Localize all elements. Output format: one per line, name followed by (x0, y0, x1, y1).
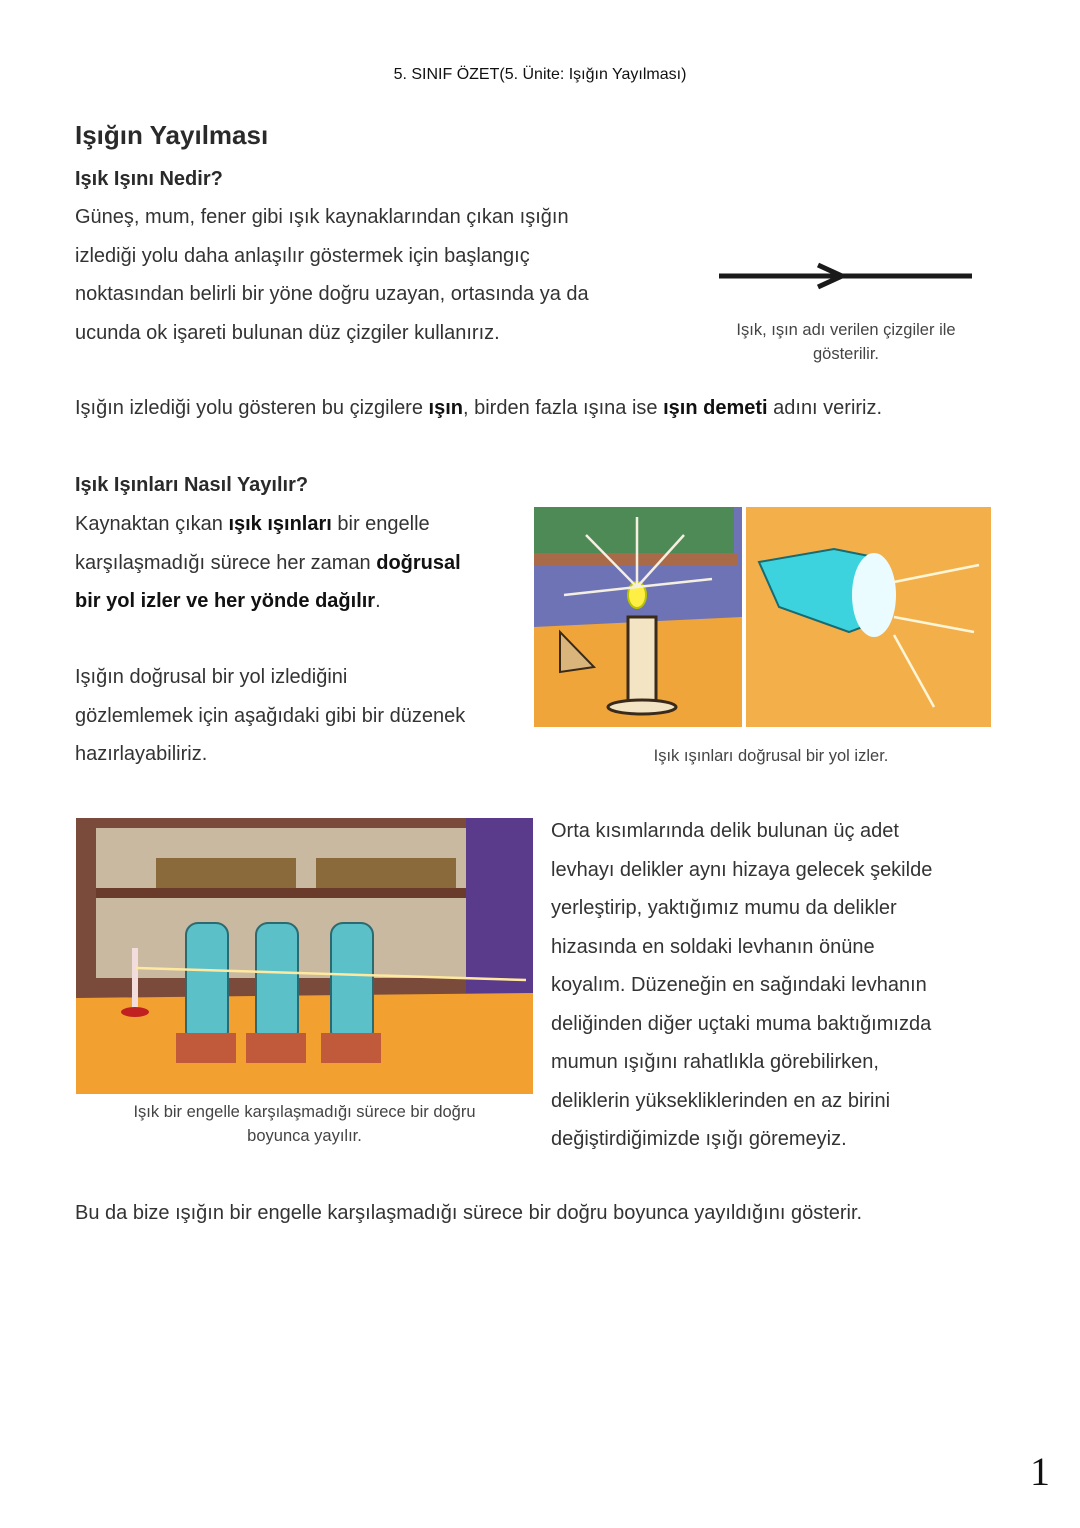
section-heading-propagation: Işık Işınları Nasıl Yayılır? (75, 474, 309, 496)
caption-line: gösterilir. (812, 345, 880, 363)
text-line: Işığın doğrusal bir yol izlediğini (75, 666, 348, 688)
text-line: deliklerin yüksekliklerinden en az birini (551, 1089, 891, 1112)
text-line: noktasından belirli bir yöne doğru uzayan, ortasında ya da (75, 283, 589, 305)
ray-definition (75, 198, 695, 352)
candle-figure-caption: Işık ışınları doğrusal bir yol izler. (653, 747, 889, 765)
bold-term: ışık ışınları (228, 513, 332, 535)
ray-figure-caption (700, 318, 992, 366)
ray-summary (75, 389, 882, 428)
text-line: hazırlayabiliriz. (75, 743, 208, 765)
bold-term: ışın (428, 397, 463, 419)
section-heading-ray: Işık Işını Nedir? (75, 168, 223, 190)
experiment-illustration (76, 818, 533, 1094)
setup-intro (75, 658, 525, 774)
conclusion: Bu da bize ışığın bir engelle karşılaşmadığı sürece bir doğru boyunca yayıldığını gösterir. (75, 1202, 863, 1224)
text-line: Güneş, mum, fener gibi ışık kaynaklarından çıkan ışığın (75, 206, 569, 228)
page-number: 1 (1030, 1449, 1050, 1494)
caption-line: Işık, ışın adı verilen çizgiler ile (736, 321, 956, 339)
ray-arrow-icon (716, 262, 976, 292)
text-line: deliğinden diğer uçtaki muma baktığımızda (551, 1012, 932, 1035)
text-line: ucunda ok işareti bulunan düz çizgiler kullanırız. (75, 321, 500, 344)
text-line: gözlemlemek için aşağıdaki gibi bir düzenek (75, 704, 466, 727)
text-line: yerleştirip, yaktığımız mumu da delikler (551, 897, 897, 919)
text: karşılaşmadığı sürece her zaman (75, 551, 377, 574)
text-line: Orta kısımlarında delik bulunan üç adet (551, 820, 899, 842)
text: adını veririz. (767, 397, 883, 419)
text: Kaynaktan çıkan (75, 513, 229, 535)
caption-line: boyunca yayılır. (247, 1127, 362, 1145)
text-line: değiştirdiğimizde ışığı göremeyiz. (551, 1128, 847, 1150)
text-line: levhayı delikler aynı hizaya gelecek şekilde (551, 858, 933, 881)
bold-term: ışın demeti (663, 397, 768, 419)
text: Işığın izlediği yolu gösteren bu çizgilere (75, 397, 429, 419)
propagation-paragraph (75, 505, 525, 621)
text: , birden fazla ışına ise (462, 397, 664, 419)
bold-term: bir yol izler ve her yönde dağılır (75, 590, 376, 612)
caption-line: Işık bir engelle karşılaşmadığı sürece bir doğru (133, 1103, 476, 1121)
text: . (375, 590, 381, 612)
experiment-caption (76, 1100, 533, 1148)
text-line: izlediği yolu daha anlaşılır göstermek için başlangıç (75, 244, 530, 267)
bold-term: doğrusal (376, 551, 461, 574)
text: bir engelle (331, 513, 430, 535)
text-line: mumun ışığını rahatlıkla görebilirken, (551, 1051, 879, 1073)
page-header: 5. SINIF ÖZET(5. Ünite: Işığın Yayılması) (393, 66, 687, 83)
text-line: koyalım. Düzeneğin en sağındaki levhanın (551, 974, 927, 996)
experiment-description (551, 812, 1021, 1159)
page-title: Işığın Yayılması (75, 120, 269, 150)
candle-flashlight-illustration (534, 507, 991, 727)
text-line: hizasında en soldaki levhanın önüne (551, 935, 875, 958)
